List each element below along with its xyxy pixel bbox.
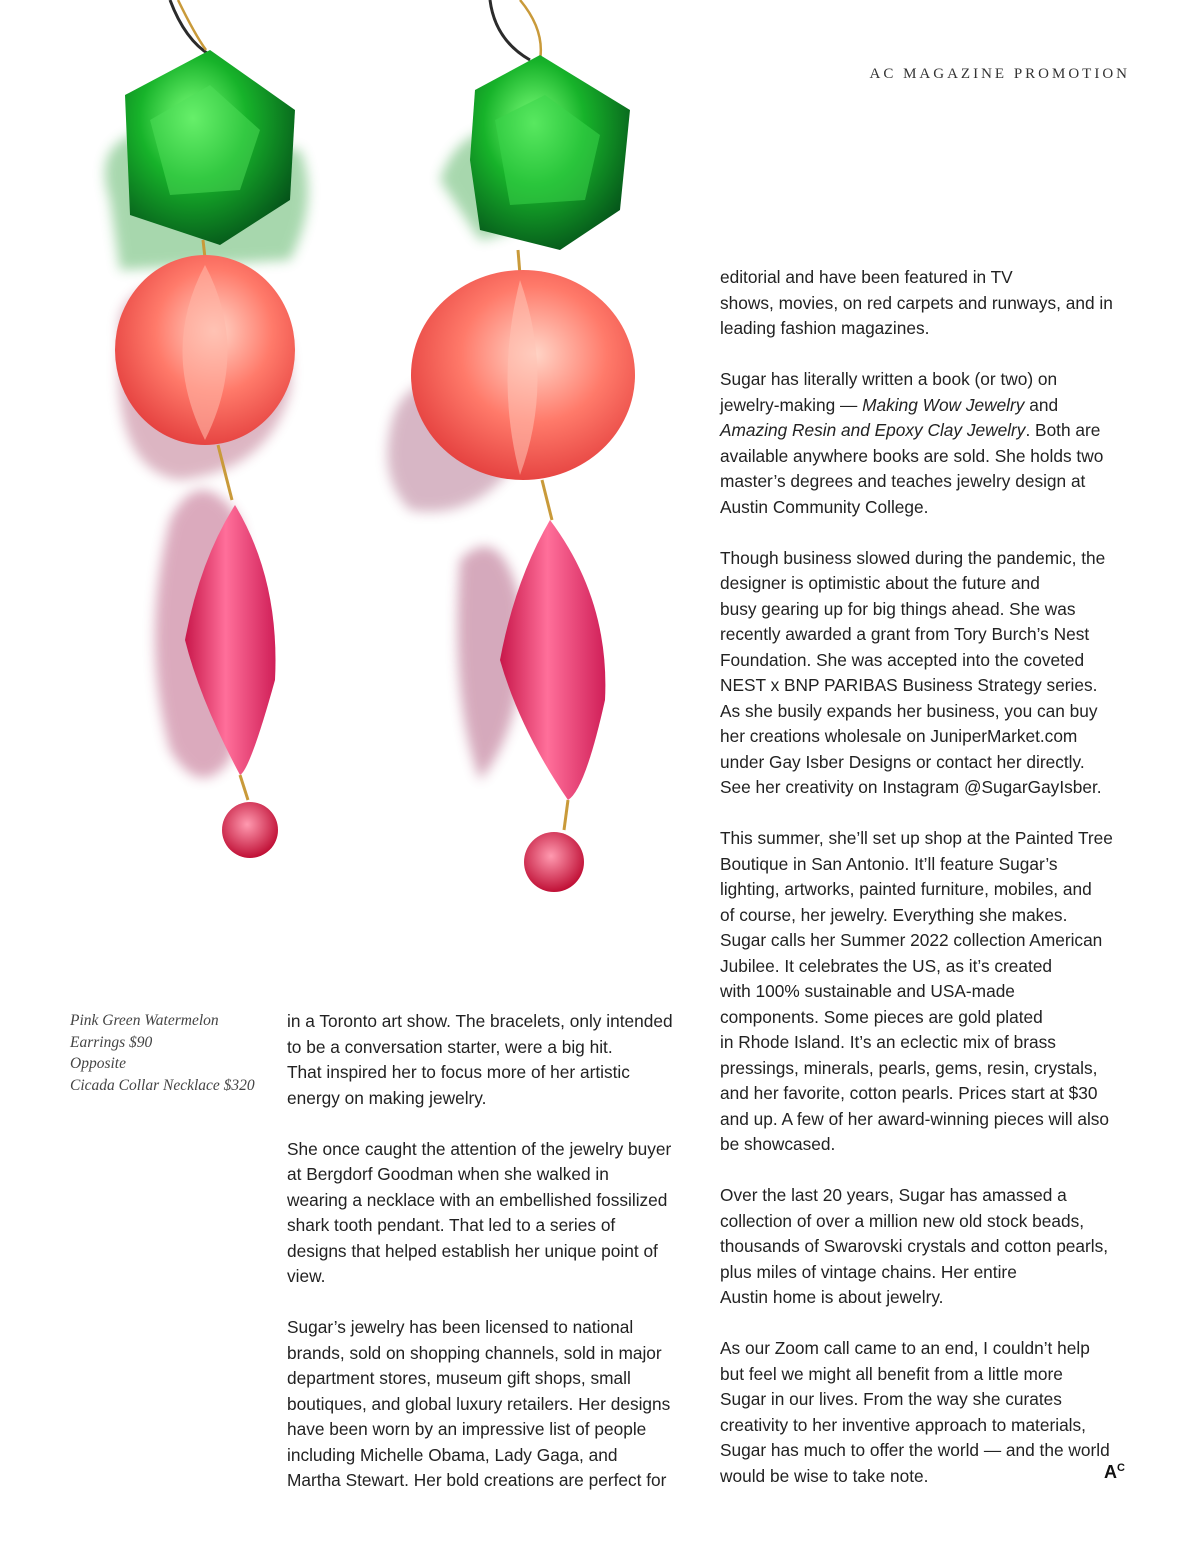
text-line [720,393,1132,419]
photo-caption [70,1010,275,1096]
book-title: Making Wow Jewelry [862,394,1025,415]
caption-line: Opposite [70,1055,126,1072]
text-line: her creations wholesale on JuniperMarket.com [720,726,1078,746]
text-line: brands, sold on shopping channels, sold in major [287,1342,662,1363]
text-line: pressings, minerals, pearls, gems, resin, crystals, [720,1057,1098,1078]
text-line: view. [287,1266,326,1286]
text-line: shows, movies, on red carpets and runways, and in [720,292,1113,313]
text-line: in Rhode Island. It’s an eclectic mix of brass [720,1032,1056,1052]
text-line: That inspired her to focus more of her artistic [287,1062,630,1082]
ac-logo [1104,1462,1125,1483]
text-run: and [1024,394,1059,415]
text-line: designer is optimistic about the future and [720,573,1040,593]
article-paragraph [720,265,1132,342]
text-line: and her favorite, cotton pearls. Prices start at $30 [720,1083,1098,1103]
article-paragraph [720,1183,1132,1311]
text-line: thousands of Swarovski crystals and cotton pearls, [720,1236,1109,1256]
text-line: boutiques, and global luxury retailers. Her designs [287,1393,671,1414]
text-line: editorial and have been featured in TV [720,267,1013,287]
text-line: Sugar’s jewelry has been licensed to national [287,1317,634,1337]
text-line: department stores, museum gift shops, small [287,1368,631,1388]
text-line: See her creativity on Instagram @SugarGayIsber. [720,777,1102,797]
text-line: Sugar has literally written a book (or two) on [720,369,1058,389]
caption-line: Cicada Collar Necklace $320 [70,1076,255,1094]
text-line: be showcased. [720,1134,836,1154]
logo-superscript: C [1117,1462,1125,1474]
text-line: As our Zoom call came to an end, I couldn’t help [720,1338,1090,1358]
article-column-right [720,265,1132,1515]
text-line: designs that helped establish her unique point of [287,1240,658,1261]
text-line: creativity to her inventive approach to materials, [720,1414,1086,1435]
text-run: . Both are [1025,420,1101,440]
book-title: Amazing Resin and Epoxy Clay Jewelry [720,420,1026,440]
text-line: Sugar has much to offer the world — and the world [720,1440,1110,1460]
text-line: Sugar in our lives. From the way she curates [720,1389,1062,1409]
text-line: Foundation. She was accepted into the coveted [720,649,1085,670]
text-line: Jubilee. It celebrates the US, as it’s created [720,955,1053,976]
text-line: under Gay Isber Designs or contact her directly. [720,751,1085,772]
text-line: to be a conversation starter, were a big hit. [287,1036,613,1057]
text-line: master’s degrees and teaches jewelry design at [720,471,1086,491]
text-line: in a Toronto art show. The bracelets, only intended [287,1011,673,1031]
text-line: wearing a necklace with an embellished fossilized [287,1189,668,1210]
text-line: busy gearing up for big things ahead. She was [720,598,1076,619]
text-line: Though business slowed during the pandemic, the [720,547,1106,568]
earrings-photo [0,0,700,960]
article-paragraph [720,367,1132,520]
text-line: recently awarded a grant from Tory Burch’s Nest [720,624,1090,644]
text-line: and up. A few of her award-winning pieces will also [720,1108,1110,1129]
text-line [720,418,1132,444]
text-line: As she busily expands her business, you can buy [720,700,1098,721]
article-column-middle [287,1009,699,1519]
text-line: NEST x BNP PARIBAS Business Strategy series. [720,675,1098,695]
article-paragraph [720,546,1132,801]
text-line: Austin home is about jewelry. [720,1287,944,1307]
text-line: Martha Stewart. Her bold creations are perfect for [287,1470,667,1490]
text-line: plus miles of vintage chains. Her entire [720,1261,1017,1282]
text-line: lighting, artworks, painted furniture, mobiles, and [720,879,1092,899]
text-line: leading fashion magazines. [720,318,930,338]
text-run: jewelry-making — [720,394,863,415]
text-line: but feel we might all benefit from a little more [720,1363,1063,1384]
text-line: energy on making jewelry. [287,1087,487,1108]
text-line: would be wise to take note. [720,1465,929,1486]
text-line: have been worn by an impressive list of people [287,1419,647,1439]
text-line: Boutique in San Antonio. It’ll feature Sugar’s [720,853,1058,874]
text-line: She once caught the attention of the jewelry buyer [287,1138,672,1159]
text-line: Over the last 20 years, Sugar has amassed a [720,1185,1067,1205]
section-label: AC MAGAZINE PROMOTION [869,66,1130,82]
text-line: Austin Community College. [720,496,929,517]
article-paragraph [287,1009,699,1111]
caption-line: Earrings $90 [70,1033,153,1051]
text-line: at Bergdorf Goodman when she walked in [287,1164,609,1184]
article-paragraph [287,1315,699,1494]
article-paragraph [287,1137,699,1290]
logo-letter: A [1104,1462,1117,1482]
text-line: components. Some pieces are gold plated [720,1006,1043,1027]
text-line: collection of over a million new old stock beads, [720,1210,1085,1231]
text-line: of course, her jewelry. Everything she makes. [720,904,1068,925]
text-line: Sugar calls her Summer 2022 collection American [720,930,1103,950]
text-line: This summer, she’ll set up shop at the Painted Tree [720,828,1113,848]
article-paragraph [720,1336,1132,1489]
article-paragraph [720,826,1132,1158]
text-line: including Michelle Obama, Lady Gaga, and [287,1444,618,1465]
text-line: available anywhere books are sold. She holds two [720,445,1104,466]
text-line: with 100% sustainable and USA-made [720,981,1015,1001]
caption-line: Pink Green Watermelon [70,1012,219,1029]
text-line: shark tooth pendant. That led to a series of [287,1215,616,1235]
